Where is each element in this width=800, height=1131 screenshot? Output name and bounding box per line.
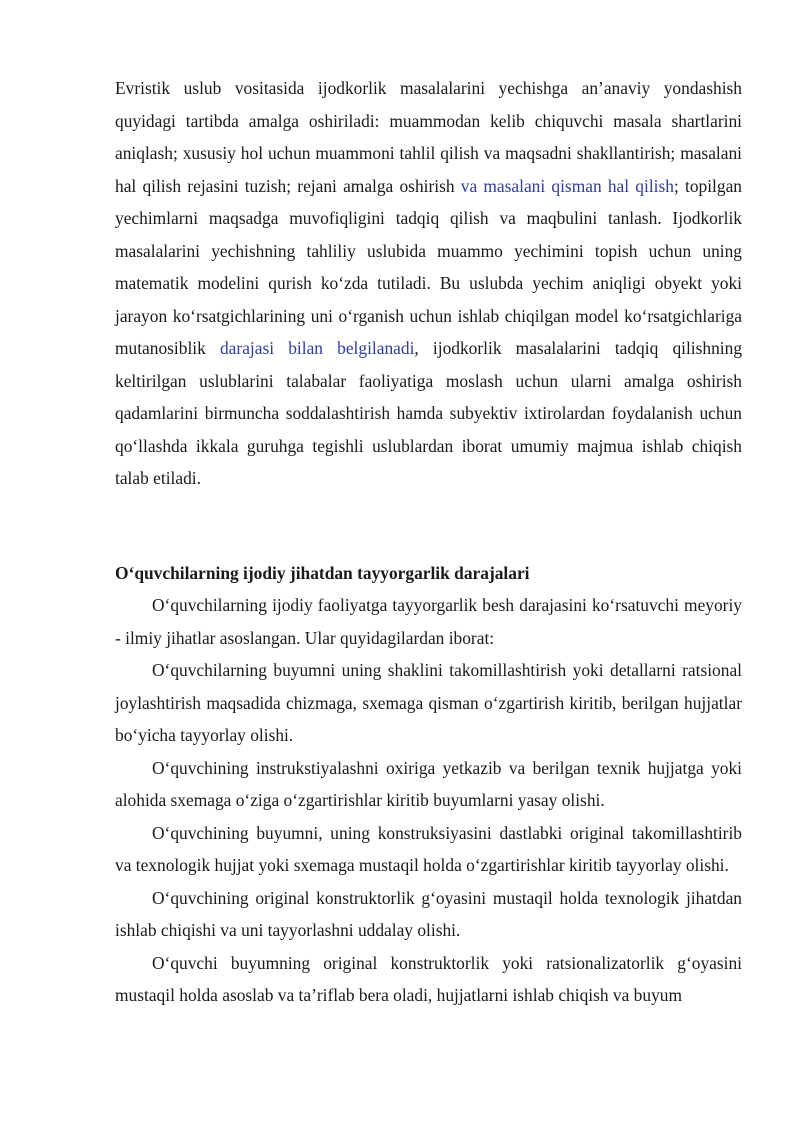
section-paragraph: O‘quvchilarning buyumni uning shaklini takomillashtirish yoki detallarni ratsional joylashtirish maqsadida chizmaga, sxemaga qisman o‘zgartirish kiritib, berilgan hujjatlar bo‘yicha tayyorlay olishi. [115, 660, 742, 745]
section-paragraph: O‘quvchilarning ijodiy faoliyatga tayyorgarlik besh darajasini ko‘rsatuvchi meyoriy - ilmiy jihatlar asoslangan. Ular quyidagilardan iborat: [115, 595, 742, 648]
section-paragraph: O‘quvchining original konstruktorlik g‘oyasini mustaqil holda texnologik jihatdan ishlab chiqishi va uni tayyorlashni uddalay olishi. [115, 887, 742, 940]
intro-text-2: ; topilgan yechimlarni maqsadga muvofiqligini tadqiq qilish va maqbulini tanlash. Ijodkorlik masalalarini yechishning tahliliy uslubida muammo yechimini topish uchun uning matematik modelini qurish ko‘zda tutiladi. Bu uslubda yechim aniqligi obyekt yoki jarayon ko‘rsatgichlarining uni o‘rganish uchun ishlab chiqilgan model ko‘rsatgichlariga mutanosiblik [115, 175, 742, 358]
intro-link-2[interactable]: darajasi bilan belgilanadi [219, 338, 415, 358]
document-page [115, 72, 742, 1012]
intro-text-1: Evristik uslub vositasida ijodkorlik masalalarini yechishga an’anaviy yondashish quyidagi tartibda amalga oshiriladi: muammodan kelib chiquvchi masala shartlarini aniqlash; xususiy hol uchun muammoni tahlil qilish va maqsadni shakllantirish; masalani hal qilish rejasini tuzish; rejani amalga oshirish [115, 78, 742, 196]
intro-paragraph [115, 72, 742, 495]
intro-text-3: , ijodkorlik masalalarini tadqiq qilishning keltirilgan uslublarini talabalar faoliyatiga moslash uchun ularni amalga oshirish qadamlarini birmuncha soddalashtirish hamda subyektiv ixtirolardan foydalanish uchun qo‘llashda ikkala guruhga tegishli uslublardan iborat umumiy majmua ishlab chiqish talab etiladi. [115, 338, 743, 488]
section-heading: O‘quvchilarning ijodiy jihatdan tayyorgarlik darajalari [115, 562, 530, 583]
section-paragraph: O‘quvchining instrukstiyalashni oxiriga yetkazib va berilgan texnik hujjatga yoki alohida sxemaga o‘ziga o‘zgartirishlar kiritib buyumlarni yasay olishi. [115, 757, 742, 810]
section-paragraph: O‘quvchining buyumni, uning konstruksiyasini dastlabki original takomillashtirib va texnologik hujjat yoki sxemaga mustaqil holda o‘zgartirishlar kiritib tayyorlay olishi. [115, 822, 742, 875]
intro-link-1[interactable]: va masalani qisman hal qilish [460, 175, 674, 196]
section-paragraph: O‘quvchi buyumning original konstruktorlik yoki ratsionalizatorlik g‘oyasini mustaqil holda asoslab va ta’riflab bera oladi, hujjatlarni ishlab chiqish va buyum [115, 952, 742, 1005]
